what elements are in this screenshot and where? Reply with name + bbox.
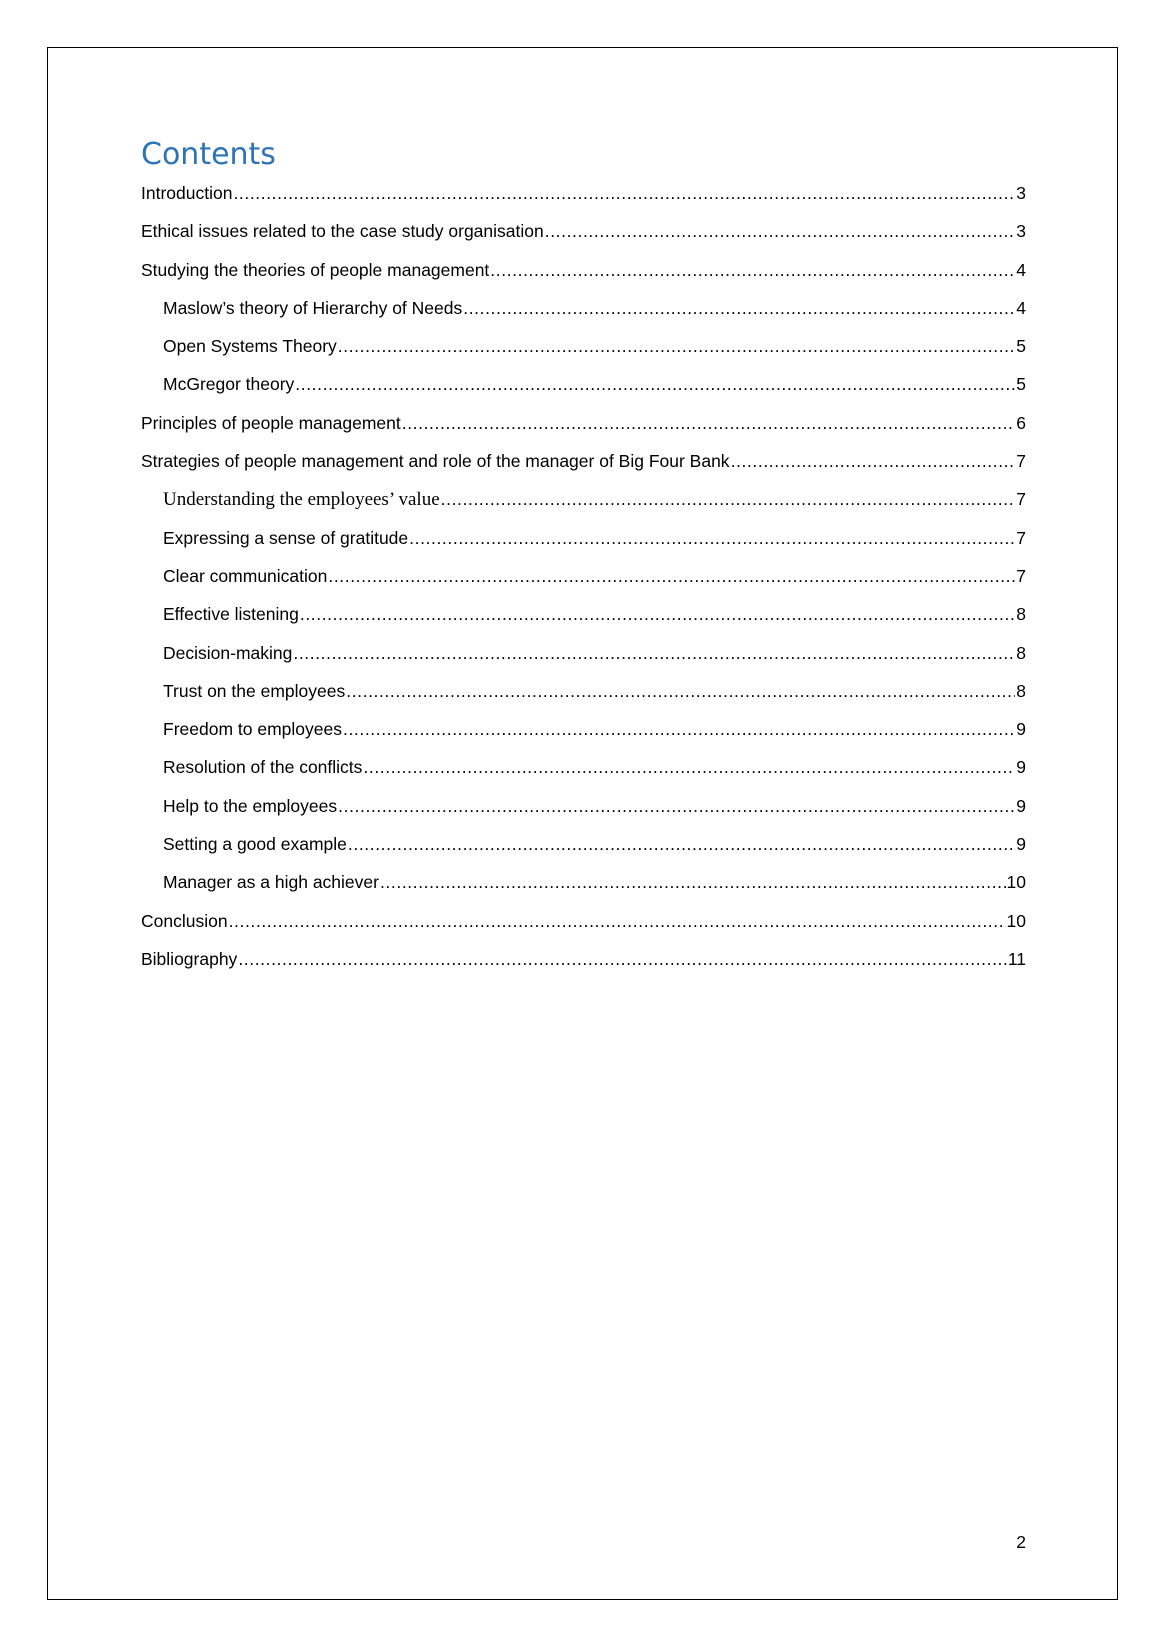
- toc-entry[interactable]: [141, 369, 1026, 407]
- toc-dot-leader: [328, 561, 1015, 591]
- toc-entry-text: Decision-making: [163, 642, 293, 663]
- toc-entry-page: 9: [1016, 795, 1026, 816]
- toc-dot-leader: [343, 714, 1015, 744]
- toc-dot-leader: [295, 369, 1015, 399]
- toc-entry-text: Freedom to employees: [163, 719, 342, 740]
- toc-entry-page: 11: [1007, 948, 1026, 969]
- toc-entry-text: Open Systems Theory: [163, 336, 337, 357]
- toc-entry-page: 10: [1006, 872, 1026, 893]
- toc-entry-page: 8: [1016, 642, 1026, 663]
- toc-dot-leader: [238, 944, 1007, 974]
- toc-dot-leader: [346, 676, 1015, 706]
- toc-entry[interactable]: [141, 561, 1026, 599]
- toc-entry-page: 9: [1016, 719, 1026, 740]
- toc-entry-text: Clear communication: [163, 565, 328, 586]
- toc-entry[interactable]: [141, 484, 1026, 522]
- table-of-contents: [141, 178, 1026, 982]
- page-number: 2: [1016, 1532, 1026, 1552]
- toc-entry-page: 5: [1016, 336, 1026, 357]
- toc-entry[interactable]: [141, 293, 1026, 331]
- toc-entry[interactable]: [141, 255, 1026, 293]
- toc-entry[interactable]: [141, 638, 1026, 676]
- toc-title: Contents: [141, 137, 276, 172]
- toc-dot-leader: [731, 446, 1016, 476]
- toc-dot-leader: [293, 638, 1015, 668]
- toc-entry[interactable]: [141, 906, 1026, 944]
- toc-entry-page: 9: [1016, 834, 1026, 855]
- toc-entry-page: 9: [1016, 757, 1026, 778]
- toc-entry-text: McGregor theory: [163, 374, 295, 395]
- toc-dot-leader: [300, 599, 1015, 629]
- toc-entry[interactable]: [141, 944, 1026, 982]
- toc-entry-text: Manager as a high achiever: [163, 872, 379, 893]
- toc-entry-text: Strategies of people management and role of the manager of Big Four Bank: [141, 451, 730, 472]
- toc-dot-leader: [233, 178, 1015, 208]
- toc-entry-page: 5: [1016, 374, 1026, 395]
- toc-entry[interactable]: [141, 867, 1026, 905]
- toc-dot-leader: [402, 408, 1016, 438]
- toc-dot-leader: [545, 216, 1016, 246]
- toc-entry[interactable]: [141, 676, 1026, 714]
- toc-entry-text: Help to the employees: [163, 795, 338, 816]
- toc-entry-text: Maslow’s theory of Hierarchy of Needs: [163, 297, 463, 318]
- toc-entry-page: 8: [1016, 680, 1026, 701]
- toc-dot-leader: [490, 255, 1015, 285]
- toc-entry[interactable]: [141, 599, 1026, 637]
- toc-entry-text: Trust on the employees: [163, 680, 346, 701]
- toc-entry-page: 8: [1016, 604, 1026, 625]
- toc-entry-text: Resolution of the conflicts: [163, 757, 363, 778]
- toc-dot-leader: [348, 829, 1015, 859]
- toc-entry-text: Expressing a sense of gratitude: [163, 527, 409, 548]
- toc-entry-text: Understanding the employees’ value: [163, 489, 440, 511]
- toc-entry-page: 7: [1016, 489, 1026, 510]
- toc-entry-page: 10: [1006, 910, 1026, 931]
- toc-entry-page: 4: [1016, 297, 1026, 318]
- toc-entry[interactable]: [141, 178, 1026, 216]
- toc-entry[interactable]: [141, 523, 1026, 561]
- toc-entry-text: Conclusion: [141, 910, 228, 931]
- toc-entry-text: Bibliography: [141, 948, 238, 969]
- toc-entry[interactable]: [141, 216, 1026, 254]
- toc-entry-page: 7: [1016, 451, 1026, 472]
- toc-dot-leader: [380, 867, 1006, 897]
- toc-entry-page: 7: [1016, 565, 1026, 586]
- toc-dot-leader: [441, 484, 1016, 514]
- toc-entry[interactable]: [141, 752, 1026, 790]
- toc-entry-text: Setting a good example: [163, 834, 347, 855]
- toc-entry-page: 6: [1016, 412, 1026, 433]
- toc-entry[interactable]: [141, 408, 1026, 446]
- toc-entry-page: 4: [1016, 259, 1026, 280]
- toc-dot-leader: [363, 752, 1015, 782]
- toc-entry-page: 7: [1016, 527, 1026, 548]
- toc-dot-leader: [409, 523, 1015, 553]
- toc-entry-text: Introduction: [141, 183, 233, 203]
- toc-entry-text: Principles of people management: [141, 412, 401, 433]
- toc-entry-page: 3: [1016, 183, 1026, 203]
- toc-dot-leader: [338, 791, 1015, 821]
- toc-entry[interactable]: [141, 714, 1026, 752]
- toc-dot-leader: [229, 906, 1006, 936]
- toc-entry[interactable]: [141, 791, 1026, 829]
- toc-entry[interactable]: [141, 331, 1026, 369]
- toc-entry[interactable]: [141, 446, 1026, 484]
- toc-entry-text: Studying the theories of people management: [141, 259, 490, 280]
- toc-entry-page: 3: [1016, 221, 1026, 242]
- toc-entry-text: Effective listening: [163, 604, 299, 625]
- toc-dot-leader: [338, 331, 1015, 361]
- toc-entry[interactable]: [141, 829, 1026, 867]
- toc-dot-leader: [463, 293, 1015, 323]
- toc-entry-text: Ethical issues related to the case study organisation: [141, 221, 544, 242]
